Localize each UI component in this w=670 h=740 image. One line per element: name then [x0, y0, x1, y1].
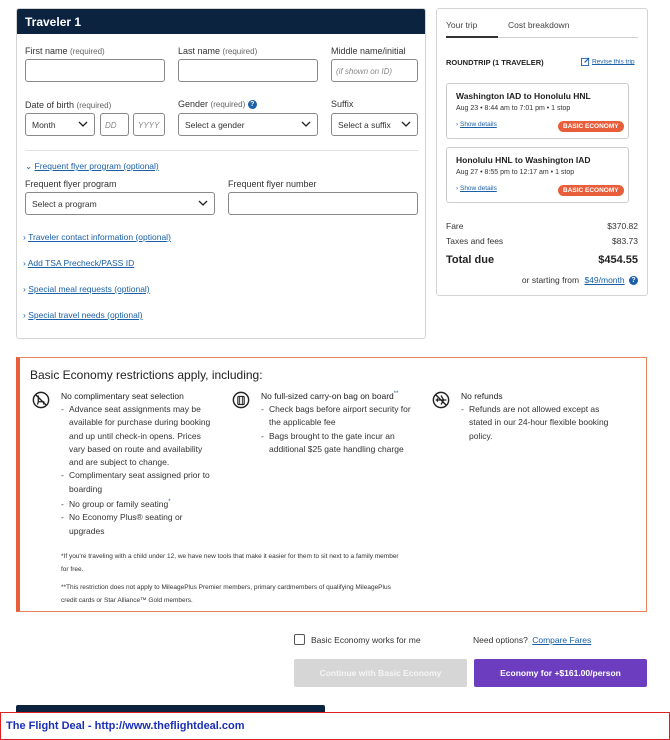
- revise-trip-label: Revise this trip: [591, 58, 635, 66]
- list-item: the applicable fee: [269, 417, 336, 428]
- chevron-down-icon: ⌄: [25, 161, 33, 171]
- yyyy-placeholder: YYYY: [138, 121, 160, 130]
- middle-name-placeholder: (if shown on ID): [336, 67, 393, 76]
- contact-info-label: Traveler contact information (optional): [28, 232, 171, 242]
- list-item: and up until check-in opens. Prices: [69, 430, 201, 441]
- taxes-value: $83.73: [612, 236, 638, 246]
- fare-label: Fare: [446, 221, 464, 231]
- col2-heading: No full-sized carry-on bag on board**: [261, 391, 399, 401]
- need-options-text: Need options?: [473, 635, 528, 645]
- gender-select[interactable]: [178, 113, 318, 136]
- travel-needs-link[interactable]: [23, 310, 143, 320]
- taxes-label: Taxes and fees: [446, 236, 504, 246]
- footnote-child: [61, 551, 399, 576]
- list-item: - Advance seat assignments may be: [61, 404, 201, 414]
- ff-program-value: Select a program: [32, 199, 97, 209]
- monthly-payment-link[interactable]: $49/month: [584, 275, 625, 285]
- list-item: available for purchase during booking: [69, 417, 211, 428]
- last-name-label: Last name (required): [178, 46, 258, 56]
- show-details-label: Show details: [459, 121, 497, 128]
- flight-time: Aug 27 • 8:55 pm to 12:17 am • 1 stop: [456, 169, 575, 176]
- first-name-label: First name (required): [25, 46, 105, 56]
- total-due-label: Total due: [446, 254, 495, 266]
- dob-label: Date of birth (required): [25, 100, 112, 110]
- traveler-card: [16, 8, 426, 339]
- list-item: stated in our 24-hour flexible booking: [469, 417, 609, 428]
- no-refund-icon: [432, 391, 450, 409]
- list-item: - Check bags before airport security for: [261, 404, 411, 414]
- footnote-line: *If you're traveling with a child under 12, we have new tools that make it easier for them to sit next to a family member: [61, 553, 399, 560]
- show-details-link[interactable]: [456, 185, 497, 192]
- chevron-down-icon: [301, 119, 311, 129]
- list-item: policy.: [469, 430, 493, 441]
- monthly-payment: [522, 275, 638, 285]
- tab-active-indicator: [446, 36, 498, 38]
- ff-number-input[interactable]: [228, 192, 418, 215]
- footnote-line: for free.: [61, 565, 84, 573]
- chevron-right-icon: ›: [23, 232, 26, 242]
- continue-basic-economy-button[interactable]: Continue with Basic Economy: [294, 659, 467, 687]
- col1-heading: No complimentary seat selection: [61, 391, 184, 401]
- chevron-down-icon: [198, 198, 208, 208]
- list-item: and are subject to change.: [69, 457, 170, 468]
- tab-cost-breakdown[interactable]: Cost breakdown: [508, 20, 570, 30]
- basic-economy-restrictions: [16, 357, 647, 612]
- tsa-precheck-label: Add TSA Precheck/PASS ID: [27, 258, 135, 268]
- first-name-input[interactable]: [25, 59, 165, 82]
- col2-list: [261, 403, 441, 456]
- basic-economy-checkbox-label: Basic Economy works for me: [311, 635, 421, 645]
- list-item: additional $25 gate handling charge: [269, 443, 404, 454]
- tsa-precheck-link[interactable]: [23, 258, 134, 268]
- tab-your-trip[interactable]: Your trip: [446, 20, 478, 30]
- roundtrip-title: ROUNDTRIP (1 TRAVELER): [446, 58, 544, 67]
- basic-economy-badge: BASIC ECONOMY: [558, 121, 624, 132]
- list-item: - No Economy Plus® seating or: [61, 512, 183, 523]
- suffix-value: Select a suffix: [338, 120, 391, 130]
- col1-list: [61, 403, 241, 538]
- list-item: - Bags brought to the gate incur an: [261, 430, 395, 441]
- suffix-select[interactable]: [331, 113, 418, 136]
- list-item: - No group or family seating*: [61, 498, 171, 509]
- traveler-header: Traveler 1: [17, 9, 425, 34]
- suffix-label: Suffix: [331, 99, 354, 109]
- list-item: - Complimentary seat assigned prior to: [61, 470, 210, 481]
- restrictions-title: Basic Economy restrictions apply, including:: [30, 368, 263, 382]
- basic-economy-checkbox[interactable]: [294, 634, 305, 645]
- dd-placeholder: DD: [105, 121, 117, 130]
- frequent-flyer-toggle[interactable]: [25, 161, 159, 172]
- flight-time: Aug 23 • 8:44 am to 7:01 pm • 1 stop: [456, 105, 571, 112]
- flight-route: Honolulu HNL to Washington IAD: [456, 155, 591, 165]
- starting-text: or starting from: [521, 275, 580, 285]
- flight-card-outbound: [446, 83, 629, 139]
- need-options: [473, 635, 591, 645]
- dob-year-input[interactable]: [133, 113, 165, 136]
- ff-number-label: Frequent flyer number: [228, 179, 317, 189]
- chevron-right-icon: ›: [23, 310, 26, 320]
- show-details-link[interactable]: [456, 121, 497, 128]
- ff-program-select[interactable]: [25, 192, 215, 215]
- dob-month-select[interactable]: [25, 113, 95, 136]
- chevron-right-icon: ›: [23, 258, 26, 268]
- list-item: boarding: [69, 483, 103, 494]
- chevron-down-icon: [401, 119, 411, 129]
- total-due-value: $454.55: [598, 254, 638, 266]
- month-value: Month: [32, 120, 56, 130]
- gender-value: Select a gender: [185, 120, 245, 130]
- middle-name-label: Middle name/initial: [331, 46, 406, 56]
- flight-card-return: [446, 147, 629, 203]
- divider: [25, 150, 418, 151]
- list-item: - Refunds are not allowed except as: [461, 404, 600, 414]
- trip-summary-card: [436, 8, 648, 296]
- help-icon[interactable]: ?: [629, 276, 638, 285]
- edit-icon: [581, 57, 590, 66]
- chevron-down-icon: [78, 119, 88, 129]
- travel-needs-label: Special travel needs (optional): [28, 310, 143, 320]
- footnote-line: **This restriction does not apply to MileagePlus Premier members, primary cardmembers of qualifying MileagePlus: [61, 584, 391, 591]
- chevron-right-icon: ›: [456, 185, 459, 192]
- list-item: vary based on route and availability: [69, 443, 203, 454]
- basic-economy-badge: BASIC ECONOMY: [558, 185, 624, 196]
- compare-fares-link[interactable]: Compare Fares: [532, 635, 592, 645]
- chevron-right-icon: ›: [23, 284, 26, 294]
- fare-value: $370.82: [607, 221, 638, 231]
- meal-requests-label: Special meal requests (optional): [28, 284, 150, 294]
- footnote-line: credit cards or Star Alliance™ Gold members.: [61, 596, 193, 604]
- help-icon[interactable]: ?: [248, 100, 257, 109]
- col3-heading: No refunds: [461, 391, 503, 401]
- footnote-premier: [61, 582, 391, 607]
- contact-info-link[interactable]: [23, 232, 171, 242]
- gender-label: Gender (required) ?: [178, 99, 257, 109]
- frequent-flyer-toggle-label: Frequent flyer program (optional): [34, 161, 159, 171]
- ff-program-label: Frequent flyer program: [25, 179, 117, 189]
- list-item: upgrades: [69, 525, 105, 536]
- meal-requests-link[interactable]: [23, 284, 150, 294]
- flight-route: Washington IAD to Honolulu HNL: [456, 91, 591, 101]
- no-seat-icon: [32, 391, 50, 409]
- revise-trip-link[interactable]: [581, 57, 635, 66]
- col3-list: [461, 403, 641, 443]
- upgrade-economy-button[interactable]: Economy for +$161.00/person: [474, 659, 647, 687]
- watermark-text: The Flight Deal - http://www.theflightdeal.com: [6, 720, 245, 732]
- chevron-right-icon: ›: [456, 121, 459, 128]
- middle-name-input[interactable]: [331, 59, 418, 82]
- last-name-input[interactable]: [178, 59, 318, 82]
- no-carry-on-icon: [232, 391, 250, 409]
- watermark-bar: [0, 712, 670, 740]
- show-details-label: Show details: [459, 185, 497, 192]
- dob-day-input[interactable]: [100, 113, 129, 136]
